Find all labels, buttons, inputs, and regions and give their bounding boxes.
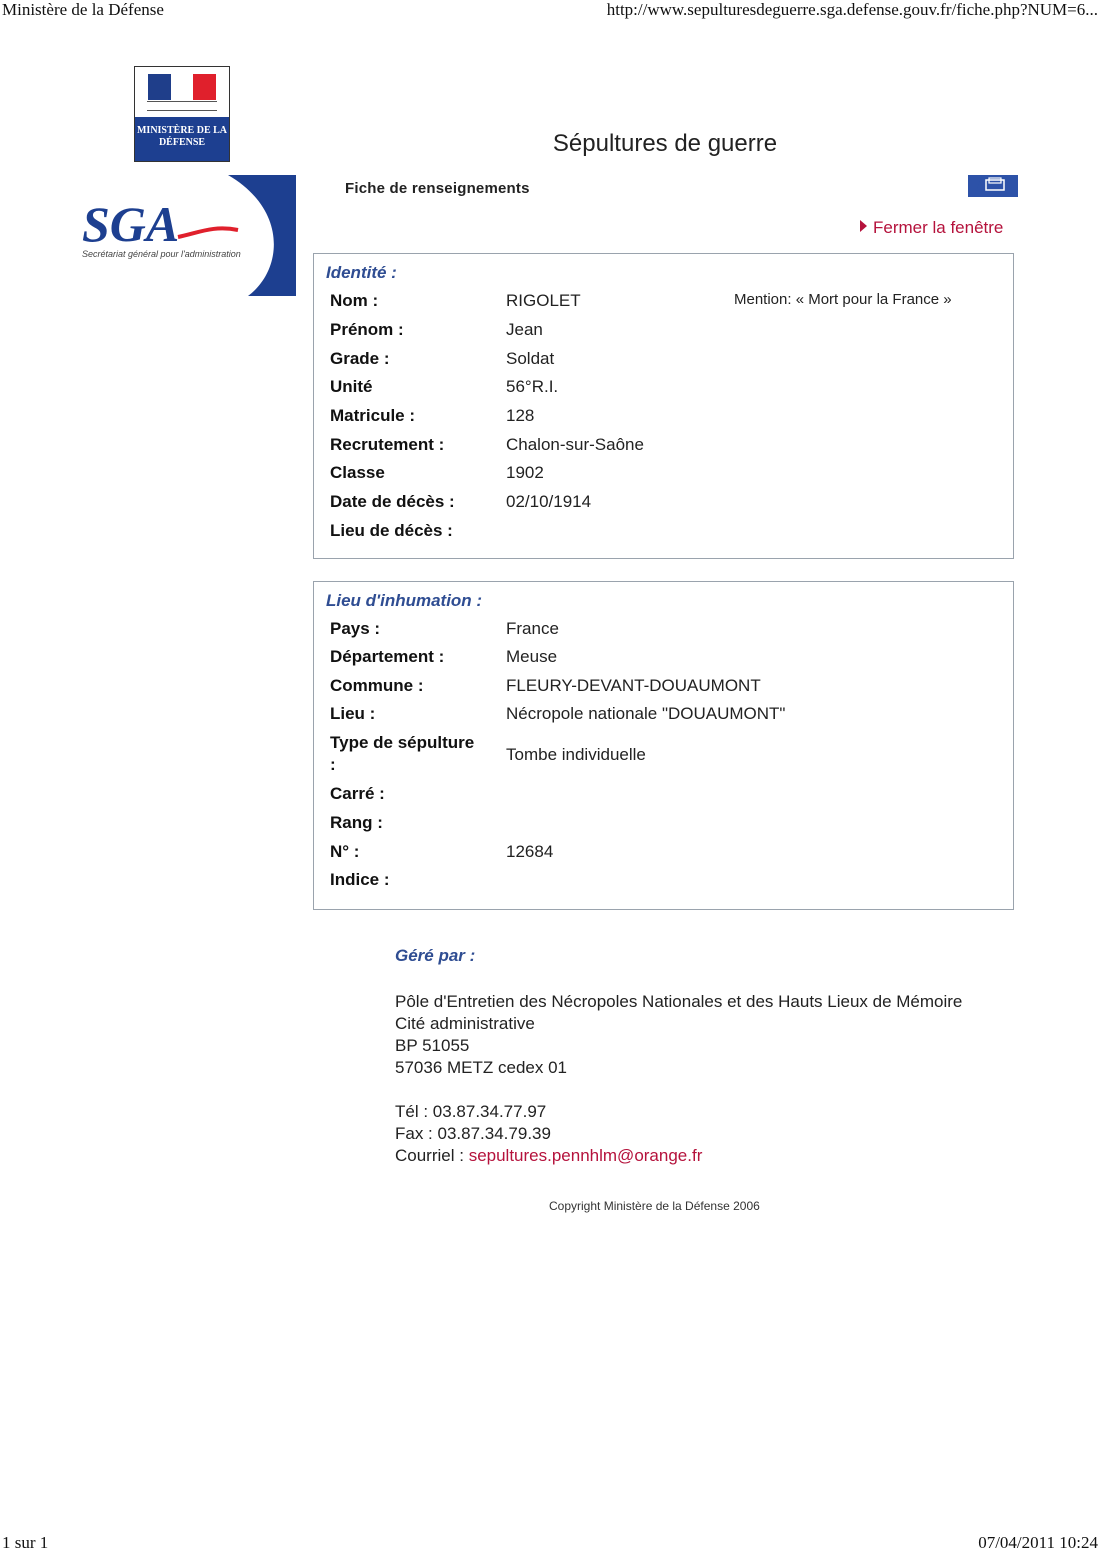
managed-by-line-4: 57036 METZ cedex 01 — [395, 1058, 567, 1077]
print-footer-page: 1 sur 1 — [2, 1533, 49, 1552]
marianne-flag-icon — [148, 74, 216, 100]
managed-by-line-3: BP 51055 — [395, 1036, 470, 1055]
mention-text: Mention: « Mort pour la France » — [734, 291, 952, 308]
managed-by-tel: Tél : 03.87.34.77.97 — [395, 1102, 547, 1121]
email-link[interactable]: sepultures.pennhlm@orange.fr — [468, 1146, 703, 1165]
burial-panel: Lieu d'inhumation : Pays : France Département : Meuse Commune : FLEURY-DEVANT-DOUAUMONT Lieu : Nécropole nationale "DOUAUMONT" Type de sépulture Tombe individuelle : Carré : Rang : N° : 12684 Indice : — [313, 581, 1014, 910]
identity-panel: Identité : Mention: « Mort pour la France » Nom : RIGOLET Prénom : Jean Grade : Soldat Unité 56°R.I. Matricule : 128 Recrutement : Chalon-sur-Saône Classe 1902 Date de décès : 02/10/1914 Lieu de décès : — [313, 253, 1014, 559]
burial-title: Lieu d'inhumation : — [326, 591, 483, 610]
sga-caption: Secrétariat général pour l'administration — [82, 249, 241, 259]
copyright-text: Copyright Ministère de la Défense 2006 — [549, 1199, 760, 1213]
ministry-logo-text: MINISTÈRE DE LA DÉFENSE — [135, 117, 229, 161]
sga-logo — [78, 175, 296, 296]
page-title: Sépultures de guerre — [552, 130, 778, 157]
print-header-url: http://www.sepulturesdeguerre.sga.defense.gouv.fr/fiche.php?NUM=6... — [606, 0, 1098, 19]
close-window-link[interactable] — [860, 218, 1003, 238]
managed-by-fax: Fax : 03.87.34.79.39 — [395, 1124, 551, 1143]
managed-by-line-2: Cité administrative — [395, 1014, 535, 1033]
print-button[interactable] — [968, 175, 1018, 197]
ministry-logo — [134, 66, 230, 162]
fiche-title: Fiche de renseignements — [345, 180, 530, 197]
arrow-right-icon — [860, 220, 867, 232]
print-header-left: Ministère de la Défense — [2, 0, 164, 19]
managed-by-title: Géré par : — [395, 946, 476, 965]
managed-by-email-row — [395, 1145, 702, 1167]
identity-title: Identité : — [326, 263, 397, 282]
close-window-label: Fermer la fenêtre — [873, 218, 1004, 237]
sga-letters: SGA — [82, 196, 180, 252]
email-label: Courriel : — [395, 1146, 469, 1165]
printer-icon — [968, 175, 1018, 197]
managed-by-line-1: Pôle d'Entretien des Nécropoles Nationales et des Hauts Lieux de Mémoire — [395, 992, 963, 1011]
print-footer-date: 07/04/2011 10:24 — [978, 1533, 1098, 1552]
